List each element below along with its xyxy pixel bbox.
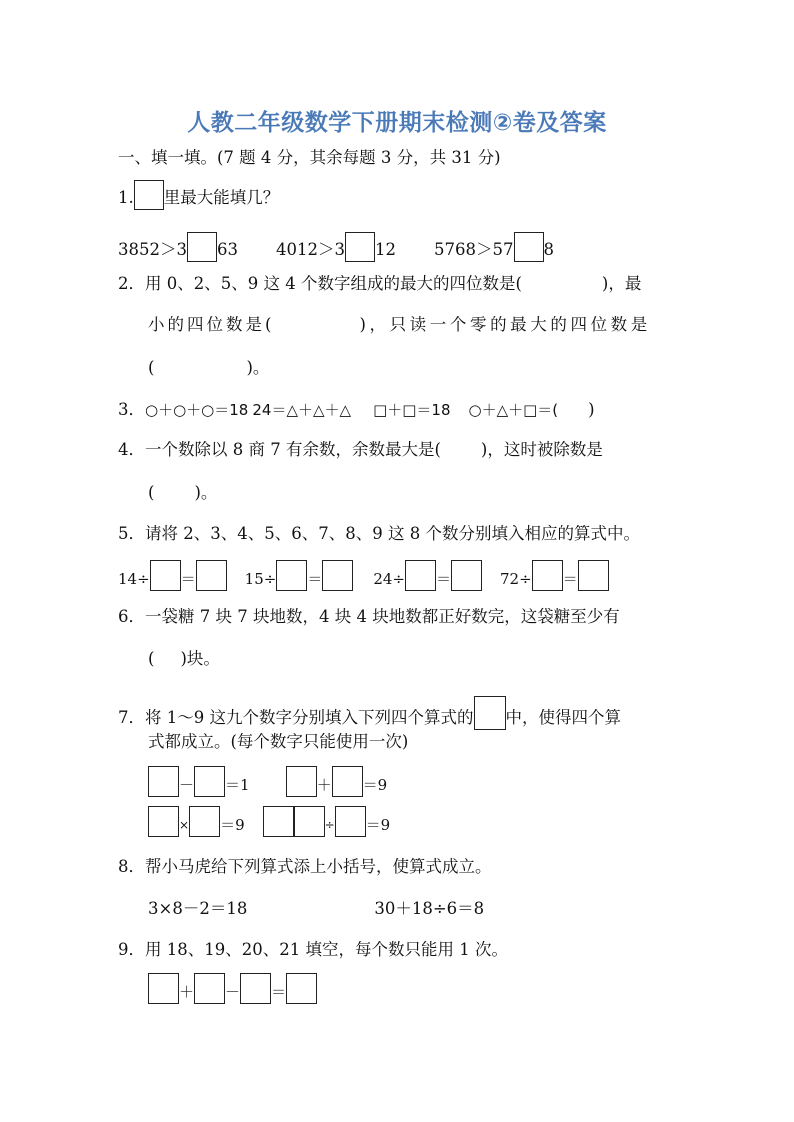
q5-item-4: 72÷ bbox=[500, 570, 532, 588]
q9-equation bbox=[148, 973, 317, 1004]
q5-prompt: 请将 2、3、4、5、6、7、8、9 这 8 个数分别填入相应的算式中。 bbox=[145, 524, 640, 543]
q7-line-2 bbox=[148, 730, 408, 754]
q1-item-1-right: 63 bbox=[217, 240, 238, 259]
q7-minus: － bbox=[179, 776, 195, 794]
answer-box[interactable] bbox=[335, 806, 366, 837]
q7-eq-1: ＝1 bbox=[225, 776, 250, 794]
question-3 bbox=[118, 398, 595, 422]
q5-equals: ＝ bbox=[307, 570, 323, 588]
question-2 bbox=[118, 272, 676, 296]
q5-item-2: 15÷ bbox=[244, 570, 277, 588]
q3-number: 3． bbox=[118, 400, 145, 419]
section-heading-text: 一、填一填。(7 题 4 分，其余每题 3 分，共 31 分) bbox=[118, 148, 501, 167]
q4-line-2 bbox=[148, 481, 217, 505]
answer-box[interactable] bbox=[148, 766, 179, 797]
question-9 bbox=[118, 938, 508, 962]
q1-prompt: 里最大能填几？ bbox=[163, 188, 280, 207]
answer-box[interactable] bbox=[187, 232, 217, 262]
q1-item-2-left: 4012＞3 bbox=[276, 240, 345, 259]
q9-number: 9． bbox=[118, 940, 145, 959]
q3-equation-c: □＋□＝18 bbox=[373, 401, 451, 419]
q4-text-1: 一个数除以 8 商 7 有余数，余数最大是( bbox=[145, 440, 441, 459]
q7-row-2 bbox=[148, 806, 390, 837]
question-5 bbox=[118, 522, 640, 546]
q7-plus: ＋ bbox=[316, 776, 332, 794]
q1-item-3-left: 5768＞57 bbox=[434, 240, 514, 259]
q7-text-1: 将 1～9 这九个数字分别填入下列四个算式的 bbox=[145, 708, 474, 727]
q5-item-3: 24÷ bbox=[373, 570, 405, 588]
answer-box bbox=[474, 696, 506, 730]
q5-equals: ＝ bbox=[562, 570, 578, 588]
q2-text-2-end: )，只读一个零的最大的四位数是 bbox=[359, 315, 651, 334]
answer-box[interactable] bbox=[240, 973, 271, 1004]
answer-box[interactable] bbox=[196, 560, 227, 591]
answer-box[interactable] bbox=[286, 973, 317, 1004]
section-heading bbox=[118, 146, 501, 170]
q2-text-1: 用 0、2、5、9 这 4 个数字组成的最大的四位数是( bbox=[145, 274, 522, 293]
q3-paren-close: ) bbox=[588, 400, 595, 419]
answer-box[interactable] bbox=[189, 806, 220, 837]
answer-box[interactable] bbox=[405, 560, 436, 591]
q8-equation-b: 30＋18÷6＝8 bbox=[374, 899, 485, 918]
question-6 bbox=[118, 605, 620, 629]
q6-paren-open: ( bbox=[148, 649, 155, 668]
q4-paren-open: ( bbox=[148, 483, 155, 502]
answer-box[interactable] bbox=[194, 973, 225, 1004]
q2-line-3 bbox=[148, 356, 269, 380]
question-4 bbox=[118, 438, 603, 462]
q2-paren-close: )。 bbox=[246, 358, 270, 377]
q7-text-2: 式都成立。(每个数字只能使用一次) bbox=[148, 732, 409, 751]
answer-box[interactable] bbox=[148, 806, 179, 837]
q2-paren-open: ( bbox=[148, 358, 155, 377]
q5-item-1: 14÷ bbox=[118, 570, 150, 588]
question-7 bbox=[118, 696, 621, 730]
q8-equations bbox=[148, 897, 484, 921]
question-1 bbox=[118, 180, 279, 210]
q1-number: 1. bbox=[118, 188, 134, 207]
q7-div: ÷ bbox=[324, 818, 335, 832]
q7-times: × bbox=[179, 818, 190, 832]
answer-box[interactable] bbox=[322, 560, 353, 591]
q6-paren-close: )块。 bbox=[180, 649, 220, 668]
q7-text-1-end: 中，使得四个算 bbox=[505, 708, 621, 727]
q2-text-1-end: )，最 bbox=[601, 274, 642, 293]
q3-equation-d: ○＋△＋□＝( bbox=[468, 401, 559, 419]
answer-box[interactable] bbox=[451, 560, 482, 591]
q9-eq: ＝ bbox=[271, 983, 287, 1001]
q5-items bbox=[118, 560, 609, 591]
q2-text-2: 小的四位数是( bbox=[148, 315, 275, 334]
q5-equals: ＝ bbox=[436, 570, 452, 588]
q4-number: 4． bbox=[118, 440, 145, 459]
q8-number: 8． bbox=[118, 857, 145, 876]
q6-text-1: 一袋糖 7 块 7 块地数，4 块 4 块地数都正好数完，这袋糖至少有 bbox=[145, 607, 620, 626]
answer-box[interactable] bbox=[148, 973, 179, 1004]
q9-plus: ＋ bbox=[179, 983, 195, 1001]
q7-eq-9: ＝9 bbox=[362, 776, 388, 794]
q6-line-2 bbox=[148, 647, 220, 671]
answer-box[interactable] bbox=[294, 806, 325, 837]
answer-box[interactable] bbox=[263, 806, 294, 837]
answer-box[interactable] bbox=[134, 180, 164, 210]
q4-text-1-end: )，这时被除数是 bbox=[480, 440, 603, 459]
q1-item-3-right: 8 bbox=[543, 240, 554, 259]
page-title: 人教二年级数学下册期末检测②卷及答案 bbox=[187, 110, 607, 136]
q7-eq-9: ＝9 bbox=[220, 816, 245, 834]
answer-box[interactable] bbox=[532, 560, 563, 591]
q3-equation-b: 24＝△＋△＋△ bbox=[252, 401, 352, 419]
q1-item-2-right: 12 bbox=[375, 240, 396, 259]
q9-prompt: 用 18、19、20、21 填空，每个数只能用 1 次。 bbox=[145, 940, 508, 959]
answer-box[interactable] bbox=[345, 232, 375, 262]
q4-paren-close: )。 bbox=[194, 483, 218, 502]
q7-row-1 bbox=[148, 766, 387, 797]
q2-number: 2． bbox=[118, 274, 145, 293]
q6-number: 6． bbox=[118, 607, 145, 626]
answer-box[interactable] bbox=[276, 560, 307, 591]
answer-box[interactable] bbox=[514, 232, 544, 262]
q7-number: 7． bbox=[118, 708, 145, 727]
q1-items bbox=[118, 232, 554, 262]
q1-item-1-left: 3852＞3 bbox=[118, 240, 187, 259]
q9-minus: － bbox=[225, 983, 241, 1001]
q3-equation-a: ○＋○＋○＝18 bbox=[145, 401, 249, 419]
answer-box[interactable] bbox=[578, 560, 609, 591]
q2-line-2 bbox=[148, 313, 676, 337]
q5-number: 5． bbox=[118, 524, 145, 543]
q7-eq-9: ＝9 bbox=[365, 816, 391, 834]
q5-equals: ＝ bbox=[180, 570, 196, 588]
question-8 bbox=[118, 855, 492, 879]
q8-equation-a: 3×8－2＝18 bbox=[148, 899, 248, 918]
answer-box[interactable] bbox=[332, 766, 363, 797]
answer-box[interactable] bbox=[150, 560, 181, 591]
answer-box[interactable] bbox=[194, 766, 225, 797]
q8-prompt: 帮小马虎给下列算式添上小括号，使算式成立。 bbox=[145, 857, 492, 876]
answer-box[interactable] bbox=[286, 766, 317, 797]
